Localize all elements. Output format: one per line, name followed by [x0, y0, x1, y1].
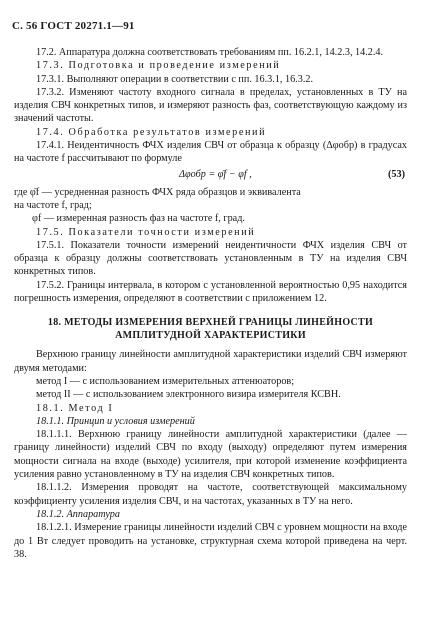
definition-measured-phase: φf — измеренная разность фаз на частоте f, град.: [32, 213, 245, 225]
heading-18-1-1: 18.1.1. Принцип и условия измерений: [36, 415, 195, 427]
section-18-title-line2: АМПЛИТУДНОЙ ХАРАКТЕРИСТИКИ: [115, 330, 306, 342]
heading-18-1: 18.1. Метод I: [36, 402, 114, 414]
paragraph-17-5-2: 17.5.2. Границы интервала, в котором с установленной вероятностью 0,95 находится погрешность измерения, определяют в соответствии с приложением 12.: [14, 279, 407, 305]
formula-number: (53): [388, 168, 405, 180]
section-18-title-line1: 18. МЕТОДЫ ИЗМЕРЕНИЯ ВЕРХНЕЙ ГРАНИЦЫ ЛИНЕЙНОСТИ: [47, 317, 374, 329]
method-2-item: метод II — с использованием электронного визира измерителя КСВН.: [36, 389, 341, 401]
paragraph-18-1-2-1: 18.1.2.1. Измерение границы линейности изделий СВЧ с уровнем мощности на входе до 1 Вт следует проводить на установке, структурная схема которой приведена на черт. 38.: [14, 522, 407, 560]
heading-17-3: 17.3. Подготовка и проведение измерений: [36, 60, 281, 72]
paragraph-18-1-1-2: 18.1.1.2. Измерения проводят на частоте, соответствующей максимальному коэффициенту усиления изделия СВЧ, и на частотах, указанных в ТУ на него.: [14, 482, 407, 507]
formula-expression: Δφобр = φ̄f − φf ,: [179, 168, 252, 180]
heading-17-4: 17.4. Обработка результатов измерений: [36, 126, 267, 138]
definition-mean-phase-cont: на частоте f, град;: [14, 199, 92, 211]
heading-18-1-2: 18.1.2. Аппаратура: [36, 508, 120, 520]
paragraph-17-5-1: 17.5.1. Показатели точности измерений неидентичности ФЧХ изделия СВЧ от образца к образцу должны соответствовать установленным в ТУ на изделия СВЧ конкретных типов.: [14, 239, 407, 278]
paragraph-18-intro: Верхнюю границу линейности амплитудной характеристики изделий СВЧ измеряют двумя методами:: [14, 349, 407, 374]
paragraph-17-2: 17.2. Аппаратура должна соответствовать требованиям пп. 16.2.1, 14.2.3, 14.2.4.: [36, 47, 384, 58]
method-1-item: метод I — с использованием измерительных аттенюаторов;: [36, 375, 295, 387]
formula-53: [14, 167, 407, 184]
paragraph-17-3-1: 17.3.1. Выполняют операции в соответствии с пп. 16.3.1, 16.3.2.: [36, 73, 314, 85]
page-content: [14, 46, 407, 561]
heading-17-5: 17.5. Показатели точности измерений: [36, 226, 256, 238]
paragraph-18-1-1-1: 18.1.1.1. Верхнюю границу линейности амплитудной характеристики (далее — границу линейности) изделий СВЧ по входу (выходу) определяют путем измерения мощности сигнала на входе (выходе) усилителя, при которой изменение коэффициента усиления равно установленному в ТУ на изделия СВЧ конкретных типов.: [14, 429, 407, 481]
paragraph-17-4-1: 17.4.1. Неидентичность ФЧХ изделия СВЧ от образца к образцу (Δφобр) в градусах на частоте f рассчитывают по формуле: [14, 140, 407, 165]
definition-mean-phase: где φ̄f — усредненная разность ФЧХ ряда образцов и эквивалента: [14, 186, 301, 198]
page-header: С. 56 ГОСТ 20271.1—91: [12, 20, 135, 32]
paragraph-17-3-2: 17.3.2. Изменяют частоту входного сигнала в пределах, установленных в ТУ на изделия СВЧ конкретных типов, и измеряют разность фаз, соответствующую каждому из значений частоты.: [14, 86, 407, 125]
